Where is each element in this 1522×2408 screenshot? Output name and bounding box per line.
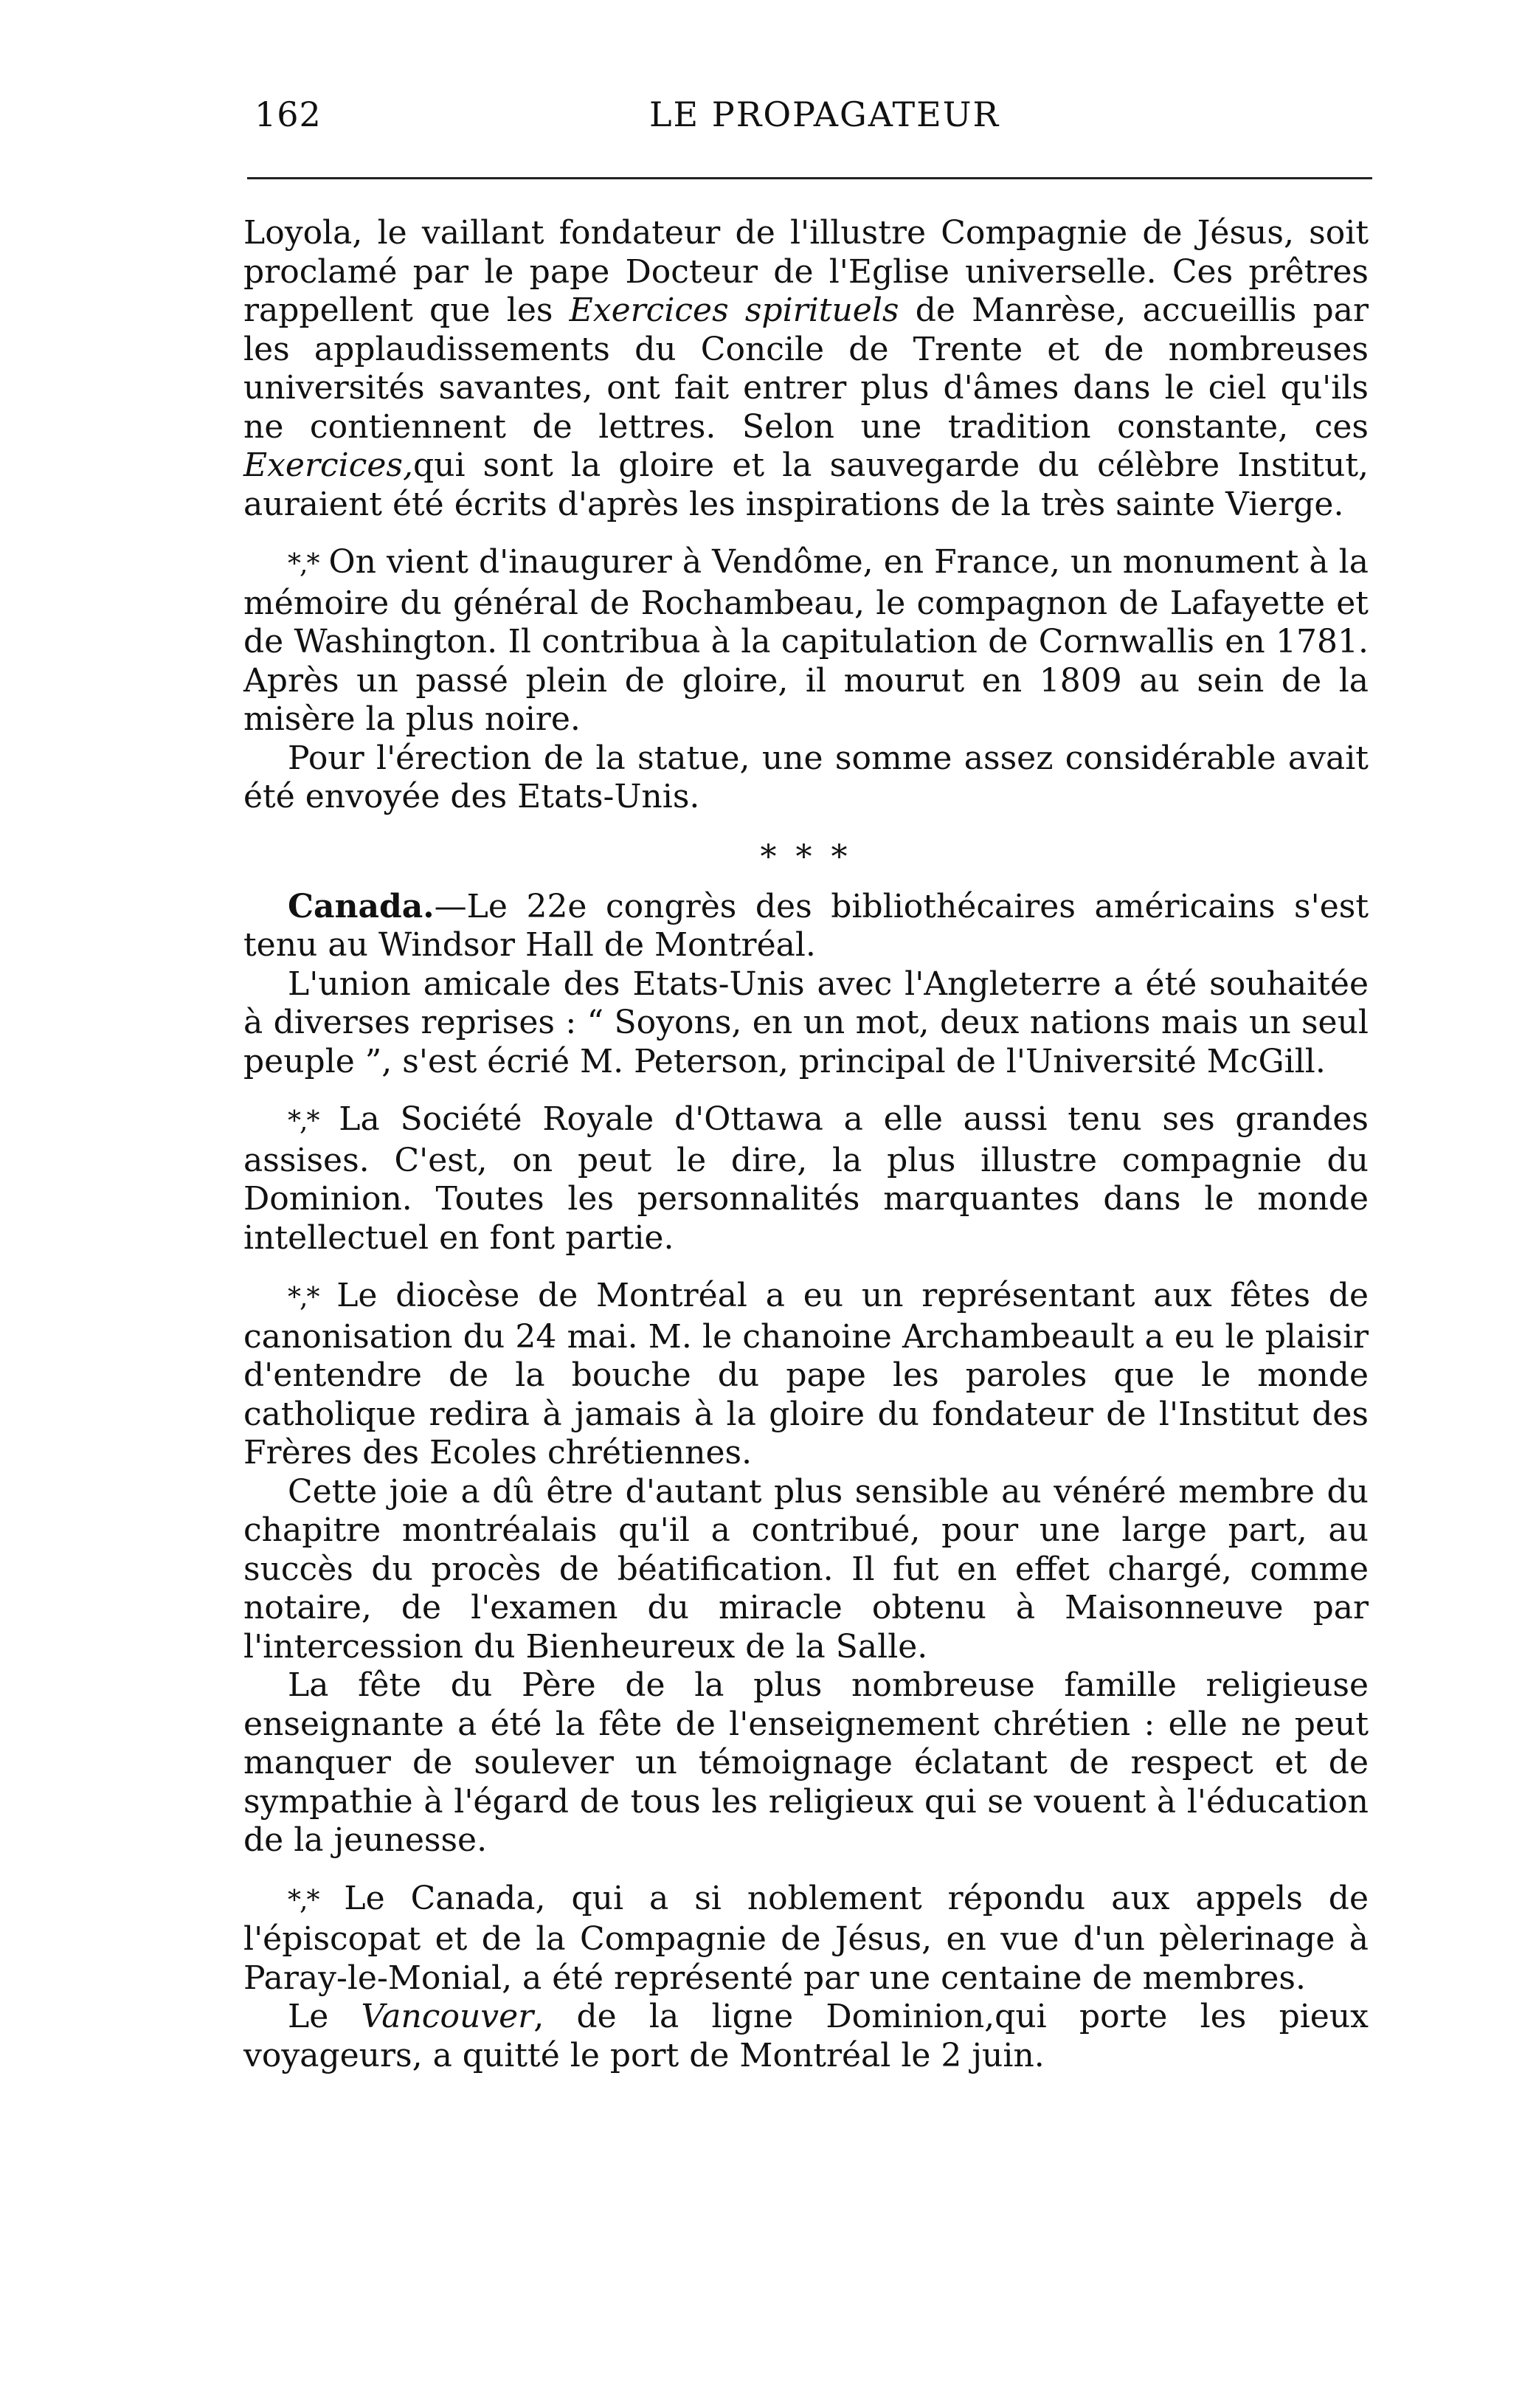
paragraph-vancouver: [243, 1998, 1369, 2075]
page-body: [243, 214, 1369, 2075]
text-run: La Société Royale d'Ottawa a elle aussi tenu ses grandes assises. C'est, on peut le dire, la plus illustre compagnie du Dominion. Toutes les personnalités marquantes dans le monde intellectuel en font partie.: [243, 1100, 1369, 1257]
ship-name: Vancouver: [361, 1998, 534, 2035]
text-run: On vient d'inaugurer à Vendôme, en France, un monument à la mémoire du général de Rochambeau, le compagnon de Lafayette et de Washington. Il contribua à la capitulation de Cornwallis en 1781. Après un passé plein de gloire, il mourut en 1809 au sein de la misère la plus noire.: [243, 543, 1369, 738]
text-run: Le: [288, 1998, 362, 2035]
paragraph-loyola: [243, 214, 1369, 524]
paragraph-rochambeau: [243, 543, 1369, 739]
asterism-icon: *,*: [288, 1106, 319, 1136]
paragraph-union: L'union amicale des Etats-Unis avec l'Angleterre a été souhaitée à diverses reprises : “ Soyons, en un mot, deux nations mais un seul peuple ”, s'est écrié M. Peterson, principal de l'Université McGill.: [243, 965, 1369, 1080]
paragraph-diocese: [243, 1277, 1369, 1473]
header-rule: [247, 177, 1372, 179]
paragraph-joie: Cette joie a dû être d'autant plus sensible au vénéré membre du chapitre montréalais qu'il a contribué, pour une large part, au succès du procès de béatification. Il fut en effet chargé, comme notaire, de l'examen du miracle obtenu à Maisonneuve par l'intercession du Bienheureux de la Salle.: [243, 1472, 1369, 1666]
asterism-icon: *,*: [288, 549, 319, 579]
text-run: Loyola, le vaillant fondateur de l'illustre Compagnie de Jésus, soit proclamé par le pape Docteur de l'Eglise universelle. Ces prêtres rappellent que les: [243, 214, 1369, 329]
italic-title: Exercices,: [243, 446, 413, 484]
paragraph-fete: La fête du Père de la plus nombreuse famille religieuse enseignante a été la fête de l'enseignement chrétien : elle ne peut manquer de soulever un témoignage éclatant de respect et de sympathie à l'égard de tous les religieux qui se vouent à l'éducation de la jeunesse.: [243, 1666, 1369, 1859]
asterism-icon: *,*: [288, 1885, 319, 1916]
paragraph-canada-congress: [243, 888, 1369, 965]
text-run: de Manrèse, accueillis par les applaudissements du Concile de Trente et de nombreuses universités savantes, ont fait entrer plus d'âmes dans le ciel qu'ils ne contiennent de lettres. Selon une tradition constante, ces: [243, 291, 1369, 446]
section-divider-ornament: * * *: [760, 838, 852, 876]
text-run: —Le 22e congrès des bibliothécaires américains s'est tenu au Windsor Hall de Montréal.: [243, 887, 1369, 964]
page-number: 162: [255, 94, 322, 134]
asterism-icon: *,*: [288, 1283, 319, 1313]
italic-title: Exercices spirituels: [569, 291, 899, 329]
text-run: Le diocèse de Montréal a eu un représentant aux fêtes de canonisation du 24 mai. M. le chanoine Archambeault a eu le plaisir d'entendre de la bouche du pape les paroles que le monde catholique redira à jamais à la gloire du fondateur de l'Institut des Frères des Ecoles chrétiennes.: [243, 1277, 1369, 1472]
section-heading: Canada.: [288, 887, 435, 925]
text-run: , de la ligne Dominion,qui porte les pieux voyageurs, a quitté le port de Montréal le 2 juin.: [243, 1998, 1369, 2074]
running-head: LE PROPAGATEUR: [649, 94, 1000, 134]
paragraph-statue: Pour l'érection de la statue, une somme assez considérable avait été envoyée des Etats-Unis.: [243, 739, 1369, 815]
text-run: qui sont la gloire et la sauvegarde du célèbre Institut, auraient été écrits d'après les inspirations de la très sainte Vierge.: [243, 446, 1369, 523]
paragraph-societe-royale: [243, 1100, 1369, 1258]
text-run: Le Canada, qui a si noblement répondu aux appels de l'épiscopat et de la Compagnie de Jésus, en vue d'un pèlerinage à Paray-le-Monial, a été représenté par une centaine de membres.: [243, 1879, 1369, 1997]
paragraph-pelerinage: [243, 1880, 1369, 1998]
